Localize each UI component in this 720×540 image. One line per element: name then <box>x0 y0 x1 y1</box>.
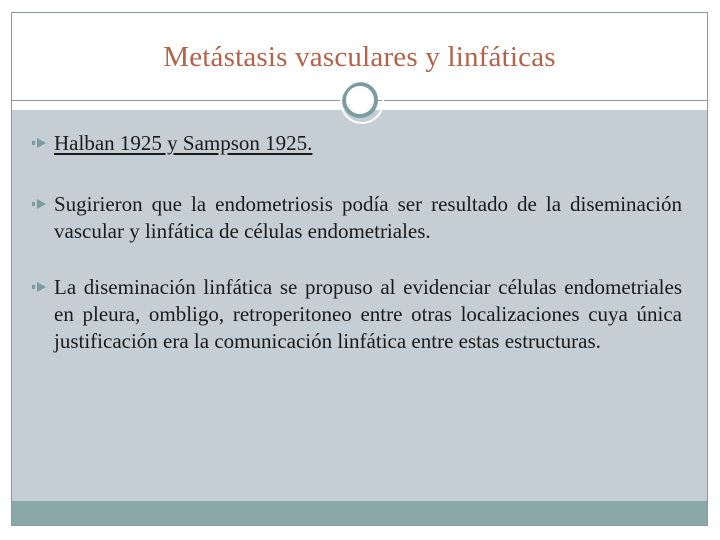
triangle-bullet-icon <box>37 282 46 292</box>
bullet-list <box>34 130 682 384</box>
slide-title: Metástasis vasculares y linfáticas <box>163 41 556 73</box>
slide-frame <box>11 12 708 526</box>
triangle-bullet-icon <box>37 138 46 148</box>
bullet-item <box>34 130 682 157</box>
bottom-band <box>12 501 707 525</box>
bullet-text: La diseminación linfática se propuso al evidenciar células endometriales en pleura, ombligo, retroperitoneo entre otras localizaciones cuya única justificación era la comunicación linfática entre estas estructuras. <box>54 275 682 353</box>
triangle-bullet-icon <box>37 199 46 209</box>
bullet-item <box>34 274 682 355</box>
bullet-item <box>34 191 682 245</box>
circle-ornament-icon <box>342 82 378 118</box>
bullet-text: Halban 1925 y Sampson 1925. <box>54 131 313 155</box>
bullet-text: Sugirieron que la endometriosis podía ser resultado de la diseminación vascular y linfática de células endometriales. <box>54 192 682 243</box>
